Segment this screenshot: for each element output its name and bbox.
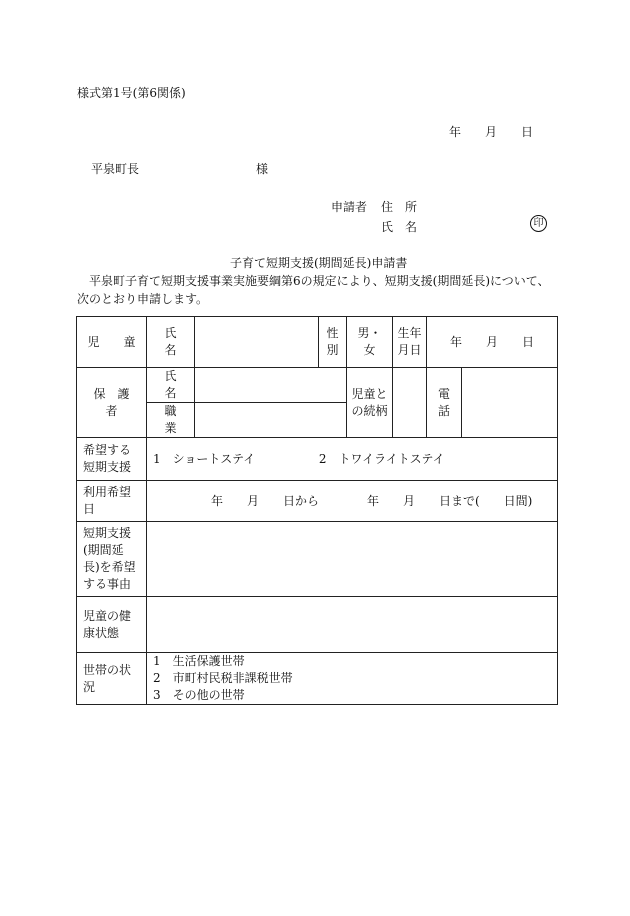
- birth-label: 生年月日: [393, 317, 427, 368]
- guardian-name-label: 氏 名: [147, 368, 195, 403]
- form-number: 様式第1号(第6関係): [77, 86, 186, 100]
- support-option-2[interactable]: 2 トワイライトステイ: [318, 451, 445, 466]
- household-option[interactable]: 1 生活保護世帯: [153, 654, 245, 668]
- household-label: 世帯の状況: [77, 653, 147, 705]
- sex-options[interactable]: 男・女: [347, 317, 393, 368]
- household-option[interactable]: 3 その他の世帯: [153, 688, 245, 702]
- occupation-field[interactable]: [195, 403, 347, 438]
- date-line: 年 月 日: [449, 125, 534, 139]
- household-option[interactable]: 2 市町村民税非課税世帯: [153, 671, 293, 685]
- support-option-1[interactable]: 1 ショートステイ: [153, 451, 256, 466]
- child-label: 児 童: [77, 317, 147, 368]
- relation-label: 児童との続柄: [347, 368, 393, 438]
- application-table: [76, 316, 558, 705]
- birth-value[interactable]: 年 月 日: [427, 317, 558, 368]
- guardian-label: 保 護 者: [77, 368, 147, 438]
- name-label: 氏 名: [381, 220, 418, 234]
- phone-field[interactable]: [462, 368, 558, 438]
- occupation-label: 職 業: [147, 403, 195, 438]
- guardian-name-field[interactable]: [195, 368, 347, 403]
- document-title: 子育て短期支援(期間延長)申請書: [230, 256, 408, 270]
- relation-field[interactable]: [393, 368, 427, 438]
- seal-mark: 印: [530, 215, 547, 232]
- desired-period-label: 利用希望日: [77, 481, 147, 522]
- child-name-label: 氏 名: [147, 317, 195, 368]
- address-label: 住 所: [381, 200, 418, 214]
- health-field[interactable]: [147, 597, 558, 653]
- desired-period-value[interactable]: 年 月 日から 年 月 日まで( 日間): [147, 481, 558, 522]
- reason-field[interactable]: [147, 522, 558, 597]
- addressee: 平泉町長: [91, 162, 140, 176]
- health-label: 児童の健康状態: [77, 597, 147, 653]
- child-name-field[interactable]: [195, 317, 319, 368]
- honorific: 様: [256, 162, 269, 176]
- phone-label: 電話: [427, 368, 462, 438]
- applicant-label: 申請者: [331, 200, 368, 214]
- desired-support-label: 希望する短期支援: [77, 438, 147, 481]
- sex-label: 性別: [319, 317, 347, 368]
- intro-text: 平泉町子育て短期支援事業実施要綱第6の規定により、短期支援(期間延長)について、次のとおり申請します。: [77, 274, 550, 306]
- reason-label: 短期支援(期間延長)を希望する事由: [77, 522, 147, 597]
